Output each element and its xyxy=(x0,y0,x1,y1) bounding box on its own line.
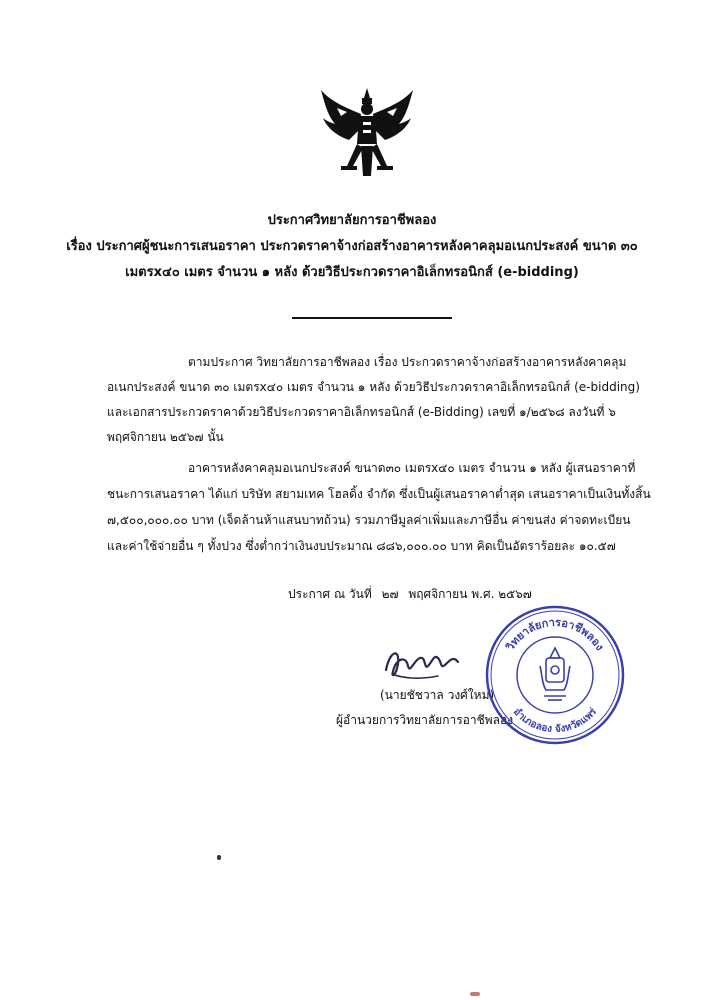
para1-line-4: พฤศจิกายน ๒๕๖๗ นั้น xyxy=(107,430,224,444)
official-seal-stamp xyxy=(484,604,626,746)
signer-title: ผู้อำนวยการวิทยาลัยการอาชีพลอง xyxy=(336,713,514,727)
stray-ink-mark xyxy=(217,855,221,860)
para1-line-2: อเนกประสงค์ ขนาด ๓๐ เมตรx๔๐ เมตร จำนวน ๑ หลัง ด้วยวิธีประกวดราคาอิเล็กทรอนิกส์ (e-bidding) xyxy=(107,380,640,394)
para2-line-2: ชนะการเสนอราคา ได้แก่ บริษัท สยามเทค โฮลดิ้ง จำกัด ซึ่งเป็นผู้เสนอราคาต่ำสุด เสนอราคาเป็นเงินทั้งสิ้น xyxy=(107,487,651,501)
signer-name: (นายชัชวาล วงศ์ใหม่) xyxy=(380,688,495,702)
issuer-heading: ประกาศวิทยาลัยการอาชีพลอง xyxy=(267,213,437,228)
para2-line-4: และค่าใช้จ่ายอื่น ๆ ทั้งปวง ซึ่งต่ำกว่าเงินงบประมาณ ๘๘๖,๐๐๐.๐๐ บาท คิดเป็นอัตราร้อยละ ๑๐.๕๗ xyxy=(107,539,616,553)
announce-label: ประกาศ ณ วันที่ xyxy=(288,587,372,601)
subject-line-2: เมตรx๔๐ เมตร จำนวน ๑ หลัง ด้วยวิธีประกวดราคาอิเล็กทรอนิกส์ (e-bidding) xyxy=(125,265,579,280)
para2-line-3: ๗,๕๐๐,๐๐๐.๐๐ บาท (เจ็ดล้านห้าแสนบาทถ้วน) รวมภาษีมูลค่าเพิ่มและภาษีอื่น ค่าขนส่ง ค่าจดทะเบียน xyxy=(107,513,631,527)
subject-line-1: เรื่อง ประกาศผู้ชนะการเสนอราคา ประกวดราคาจ้างก่อสร้างอาคารหลังคาคลุมอเนกประสงค์ ขนาด ๓๐ xyxy=(66,239,638,254)
garuda-emblem xyxy=(317,84,417,182)
title-divider xyxy=(292,317,452,319)
para2-line-1: อาคารหลังคาคลุมอเนกประสงค์ ขนาด๓๐ เมตรx๔๐ เมตร จำนวน ๑ หลัง ผู้เสนอราคาที่ xyxy=(188,461,636,475)
announcement-title-block xyxy=(40,208,664,286)
stray-ink-mark-bottom xyxy=(470,992,480,996)
announce-month-year: พฤศจิกายน พ.ศ. ๒๕๖๗ xyxy=(408,587,532,601)
handwritten-signature xyxy=(378,640,468,686)
seal-bottom-text: อำเภอลอง จังหวัดแพร่ xyxy=(510,706,600,736)
seal-top-text: วิทยาลัยการอาชีพลอง xyxy=(503,615,607,653)
para1-line-3: และเอกสารประกวดราคาด้วยวิธีประกวดราคาอิเล็กทรอนิกส์ (e-Bidding) เลขที่ ๑/๒๕๖๘ ลงวันที่ ๖ xyxy=(107,405,616,419)
para1-line-1: ตามประกาศ วิทยาลัยการอาชีพลอง เรื่อง ประกวดราคาจ้างก่อสร้างอาคารหลังคาคลุม xyxy=(188,355,627,369)
announce-day: ๒๗ xyxy=(381,587,399,601)
